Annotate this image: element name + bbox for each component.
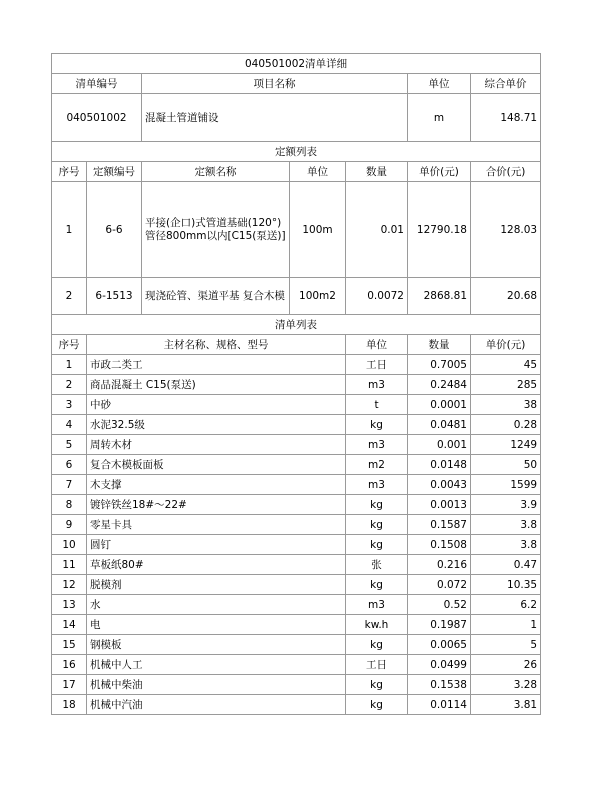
item-price-header: 综合单价 <box>471 74 541 94</box>
material-name: 机械中柴油 <box>87 675 346 695</box>
material-unit-price: 0.47 <box>471 555 541 575</box>
material-name: 机械中汽油 <box>87 695 346 715</box>
material-row <box>52 695 541 715</box>
material-section-title: 清单列表 <box>52 315 541 335</box>
material-row <box>52 475 541 495</box>
material-unit: 工日 <box>346 655 408 675</box>
material-name: 水泥32.5级 <box>87 415 346 435</box>
material-section-row <box>52 315 541 335</box>
material-seq: 16 <box>52 655 87 675</box>
material-qty: 0.0001 <box>408 395 471 415</box>
material-row <box>52 455 541 475</box>
material-unit-price: 1599 <box>471 475 541 495</box>
material-unit-header: 单位 <box>346 335 408 355</box>
quota-section-row <box>52 142 541 162</box>
title-row <box>52 54 541 74</box>
material-unit: kg <box>346 535 408 555</box>
material-qty: 0.2484 <box>408 375 471 395</box>
material-unit-price: 50 <box>471 455 541 475</box>
material-unit-price: 3.8 <box>471 515 541 535</box>
material-seq: 15 <box>52 635 87 655</box>
material-qty: 0.0148 <box>408 455 471 475</box>
item-name-header: 项目名称 <box>142 74 408 94</box>
material-unit: kw.h <box>346 615 408 635</box>
material-row <box>52 675 541 695</box>
quota-code: 6-6 <box>87 182 142 278</box>
material-row <box>52 655 541 675</box>
quota-name-header: 定额名称 <box>142 162 290 182</box>
material-seq: 11 <box>52 555 87 575</box>
material-qty: 0.0481 <box>408 415 471 435</box>
material-unit: 工日 <box>346 355 408 375</box>
material-unit-price: 3.8 <box>471 535 541 555</box>
material-row <box>52 415 541 435</box>
material-unit-price-header: 单价(元) <box>471 335 541 355</box>
item-name: 混凝土管道铺设 <box>142 94 408 142</box>
material-qty: 0.1508 <box>408 535 471 555</box>
material-row <box>52 635 541 655</box>
material-qty: 0.1987 <box>408 615 471 635</box>
material-row <box>52 615 541 635</box>
item-unit-header: 单位 <box>408 74 471 94</box>
material-unit-price: 1 <box>471 615 541 635</box>
material-row <box>52 435 541 455</box>
quota-unit-price: 12790.18 <box>408 182 471 278</box>
material-row <box>52 595 541 615</box>
material-seq: 8 <box>52 495 87 515</box>
material-qty: 0.072 <box>408 575 471 595</box>
material-name: 圆钉 <box>87 535 346 555</box>
quota-seq-header: 序号 <box>52 162 87 182</box>
material-seq: 13 <box>52 595 87 615</box>
material-name: 草板纸80# <box>87 555 346 575</box>
material-unit: kg <box>346 495 408 515</box>
item-row <box>52 94 541 142</box>
material-name: 机械中人工 <box>87 655 346 675</box>
item-unit: m <box>408 94 471 142</box>
material-name: 商品混凝土 C15(泵送) <box>87 375 346 395</box>
material-qty: 0.216 <box>408 555 471 575</box>
material-qty: 0.1587 <box>408 515 471 535</box>
material-unit: kg <box>346 515 408 535</box>
quota-total: 128.03 <box>471 182 541 278</box>
material-name-header: 主材名称、规格、型号 <box>87 335 346 355</box>
quota-code-header: 定额编号 <box>87 162 142 182</box>
material-row <box>52 535 541 555</box>
material-unit: m3 <box>346 375 408 395</box>
item-price: 148.71 <box>471 94 541 142</box>
material-name: 市政二类工 <box>87 355 346 375</box>
quota-code: 6-1513 <box>87 278 142 315</box>
material-qty: 0.0013 <box>408 495 471 515</box>
material-unit-price: 6.2 <box>471 595 541 615</box>
material-unit-price: 3.28 <box>471 675 541 695</box>
material-unit: m2 <box>346 455 408 475</box>
quota-qty-header: 数量 <box>346 162 408 182</box>
material-seq: 6 <box>52 455 87 475</box>
material-unit: m3 <box>346 595 408 615</box>
material-unit-price: 285 <box>471 375 541 395</box>
material-row <box>52 375 541 395</box>
quota-total-header: 合价(元) <box>471 162 541 182</box>
table-title: 040501002清单详细 <box>52 54 541 74</box>
material-qty: 0.0065 <box>408 635 471 655</box>
item-code-header: 清单编号 <box>52 74 142 94</box>
material-name: 水 <box>87 595 346 615</box>
material-seq: 2 <box>52 375 87 395</box>
quota-section-title: 定额列表 <box>52 142 541 162</box>
material-header-row <box>52 335 541 355</box>
material-qty: 0.7005 <box>408 355 471 375</box>
material-qty: 0.0114 <box>408 695 471 715</box>
material-qty: 0.1538 <box>408 675 471 695</box>
material-name: 周转木材 <box>87 435 346 455</box>
material-name: 钢模板 <box>87 635 346 655</box>
material-unit-price: 10.35 <box>471 575 541 595</box>
quota-unit-price-header: 单价(元) <box>408 162 471 182</box>
material-row <box>52 515 541 535</box>
material-seq: 4 <box>52 415 87 435</box>
material-qty: 0.001 <box>408 435 471 455</box>
quota-total: 20.68 <box>471 278 541 315</box>
material-seq: 5 <box>52 435 87 455</box>
material-unit-price: 45 <box>471 355 541 375</box>
material-unit-price: 38 <box>471 395 541 415</box>
quota-seq: 2 <box>52 278 87 315</box>
quota-unit: 100m2 <box>290 278 346 315</box>
material-name: 镀锌铁丝18#～22# <box>87 495 346 515</box>
item-code: 040501002 <box>52 94 142 142</box>
material-unit: kg <box>346 575 408 595</box>
quota-qty: 0.0072 <box>346 278 408 315</box>
material-unit-price: 3.9 <box>471 495 541 515</box>
bill-detail-table <box>51 53 541 715</box>
quota-name: 平接(企口)式管道基础(120°)管径800mm以内[C15(泵送)] <box>142 182 290 278</box>
material-name: 零星卡具 <box>87 515 346 535</box>
material-row <box>52 575 541 595</box>
material-row <box>52 555 541 575</box>
material-seq: 3 <box>52 395 87 415</box>
material-row <box>52 495 541 515</box>
material-qty: 0.52 <box>408 595 471 615</box>
material-seq: 10 <box>52 535 87 555</box>
material-unit-price: 26 <box>471 655 541 675</box>
quota-row <box>52 278 541 315</box>
material-seq: 14 <box>52 615 87 635</box>
quota-header-row <box>52 162 541 182</box>
quota-seq: 1 <box>52 182 87 278</box>
material-unit: m3 <box>346 435 408 455</box>
material-name: 木支撑 <box>87 475 346 495</box>
material-name: 中砂 <box>87 395 346 415</box>
material-unit: kg <box>346 415 408 435</box>
material-row <box>52 395 541 415</box>
quota-unit-header: 单位 <box>290 162 346 182</box>
material-unit-price: 0.28 <box>471 415 541 435</box>
material-seq: 1 <box>52 355 87 375</box>
material-seq: 12 <box>52 575 87 595</box>
quota-unit-price: 2868.81 <box>408 278 471 315</box>
material-seq-header: 序号 <box>52 335 87 355</box>
material-unit: 张 <box>346 555 408 575</box>
material-name: 脱模剂 <box>87 575 346 595</box>
material-name: 复合木模板面板 <box>87 455 346 475</box>
material-seq: 9 <box>52 515 87 535</box>
material-seq: 7 <box>52 475 87 495</box>
material-qty: 0.0499 <box>408 655 471 675</box>
item-header-row <box>52 74 541 94</box>
material-unit: t <box>346 395 408 415</box>
material-unit: kg <box>346 635 408 655</box>
quota-qty: 0.01 <box>346 182 408 278</box>
material-row <box>52 355 541 375</box>
quota-unit: 100m <box>290 182 346 278</box>
quota-name: 现浇砼管、渠道平基 复合木模 <box>142 278 290 315</box>
material-unit: kg <box>346 675 408 695</box>
material-seq: 18 <box>52 695 87 715</box>
material-unit-price: 3.81 <box>471 695 541 715</box>
material-unit: m3 <box>346 475 408 495</box>
material-unit-price: 1249 <box>471 435 541 455</box>
material-qty-header: 数量 <box>408 335 471 355</box>
material-unit-price: 5 <box>471 635 541 655</box>
material-qty: 0.0043 <box>408 475 471 495</box>
material-name: 电 <box>87 615 346 635</box>
material-unit: kg <box>346 695 408 715</box>
quota-row <box>52 182 541 278</box>
material-seq: 17 <box>52 675 87 695</box>
